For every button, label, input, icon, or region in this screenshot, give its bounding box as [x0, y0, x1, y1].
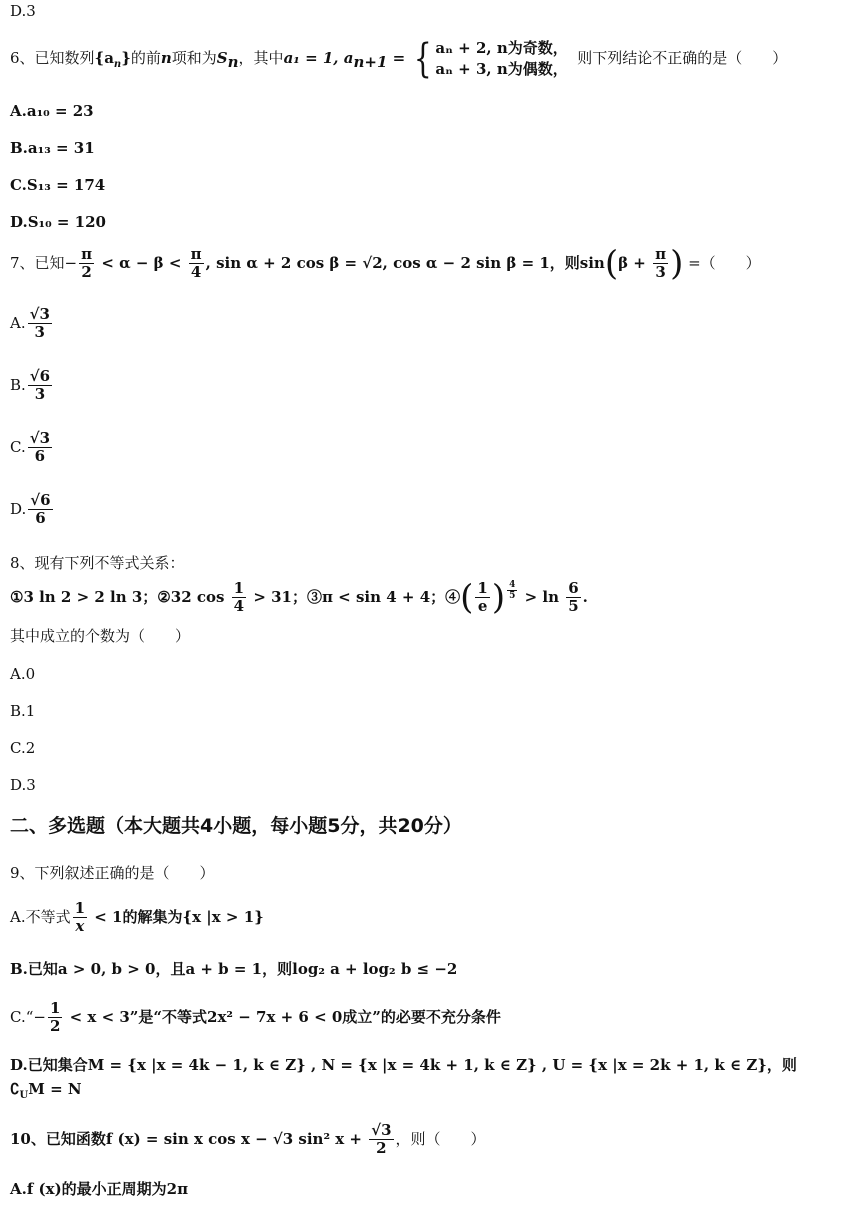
q9-option-d-line1: D.已知集合M = {x |x = 4k − 1, k ∈ Z} , N = {x |x = 4k + 1, k ∈ Z} , U = {x |x = 2k + 1, k ∈ Z}，则 [10, 1056, 797, 1074]
question-7: 7、已知− $\frac{\pi}{2}$ < α − β < $\frac{\pi}{4}$ , sin α + 2 cos β = √2, cos α − 2 sin β = 1，则sin(β + $\frac{\pi}{3}$ ) =（ ） [10, 243, 761, 284]
question-8-inequalities: ①3 ln 2 > 2 ln 3；②32 cos $\frac{1}{4}$ > 31；③π < sin 4 + 4；④( $\frac{1}{e}$ ) $\frac{4}{5}$ > ln $\frac{6}{5}$ . [10, 577, 588, 618]
q9-option-c: C.“− $\frac{1}{2}$ < x < 3”是“不等式2x² − 7x + 6 < 0成立”的必要不充分条件 [10, 999, 501, 1036]
question-6: 6、已知数列$\{a_n\}$的前n项和为$S_n$，其中a₁ = 1, $a_{n+1}$ = { aₙ + 2, n为奇数， aₙ + 3, n为偶数， 则下列结论不正确的是（ ） [10, 36, 788, 82]
q7-option-d: D. $\frac{√6}{6}$ [10, 491, 51, 528]
q8-option-d: D.3 [10, 776, 36, 794]
piecewise-cases: aₙ + 2, n为奇数， aₙ + 3, n为偶数， [435, 39, 568, 78]
q6-option-d: D.S₁₀ = 120 [10, 213, 106, 231]
q10-option-a: A.f (x)的最小正周期为2π [10, 1180, 189, 1198]
q7-option-c: C. $\frac{√3}{6}$ [10, 429, 51, 466]
q6-option-c: C.S₁₃ = 174 [10, 176, 106, 194]
q8-option-c: C.2 [10, 739, 36, 757]
section-heading: 二、多选题（本大题共4小题，每小题5分，共20分） [10, 815, 462, 837]
q9-option-b: B.已知a > 0, b > 0，且a + b = 1，则log₂ a + log₂ b ≤ −2 [10, 960, 458, 978]
q6-option-b: B.a₁₃ = 31 [10, 139, 95, 157]
option-d-q5: D.3 [10, 2, 36, 20]
q9-option-a: A.不等式 $\frac{1}{x}$ < 1的解集为{x |x > 1} [10, 899, 264, 936]
question-8-title: 8、现有下列不等式关系： [10, 554, 185, 572]
q8-option-b: B.1 [10, 702, 36, 720]
q8-option-a: A.0 [10, 665, 36, 683]
question-8-prompt: 其中成立的个数为（ ） [10, 627, 191, 645]
q7-option-b: B. $\frac{√6}{3}$ [10, 367, 51, 404]
question-10: 10、已知函数f (x) = sin x cos x − √3 sin² x + $\frac{√3}{2}$ ，则（ ） [10, 1121, 486, 1158]
question-9: 9、下列叙述正确的是（ ） [10, 864, 215, 882]
q7-option-a: A. $\frac{√3}{3}$ [10, 305, 50, 342]
q6-option-a: A.a₁₀ = 23 [10, 102, 94, 120]
q9-option-d-line2: $∁_UM = N$ [10, 1080, 82, 1101]
